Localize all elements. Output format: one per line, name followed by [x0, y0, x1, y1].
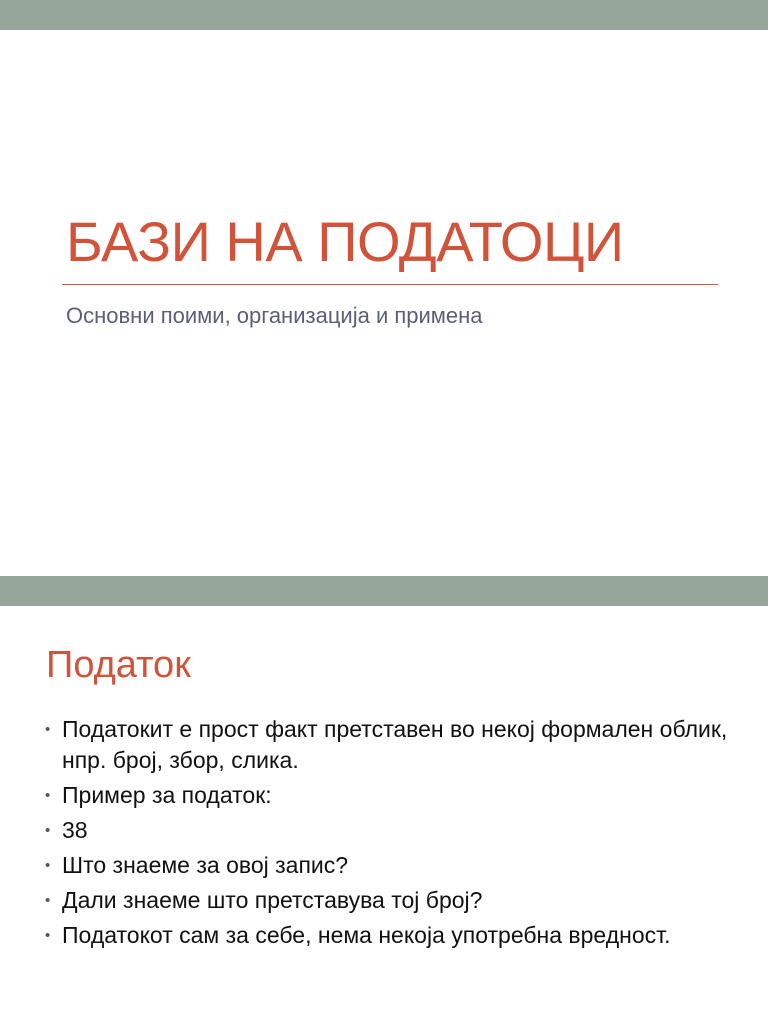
content-slide-title: Податок: [46, 644, 191, 686]
bullet-icon: •: [45, 787, 51, 804]
bullet-text: Пример за податок:: [62, 782, 272, 808]
bullet-text: Дали знаеме што претставува тој број?: [62, 887, 483, 913]
bullet-icon: •: [45, 857, 51, 874]
bullet-text: Што знаеме за овој запис?: [62, 852, 349, 878]
bullet-text: 38: [62, 817, 88, 843]
bullet-icon: •: [45, 927, 51, 944]
bullet-text: Податокот сам за себе, нема некоја употребна вредност.: [62, 922, 671, 948]
bullet-text: Податокит е прост факт претставен во некој формален облик, нпр. број, збор, слика.: [62, 716, 728, 773]
bullet-icon: •: [45, 721, 51, 738]
bullet-item: [44, 920, 734, 951]
bullet-icon: •: [45, 892, 51, 909]
top-color-band: [0, 0, 768, 30]
bullet-item: [44, 885, 734, 916]
slide-subtitle: Основни поими, организација и примена: [66, 303, 483, 328]
slide-divider-band: [0, 576, 768, 606]
bullet-icon: •: [45, 822, 51, 839]
bullet-item: [44, 850, 734, 881]
bullet-item: [44, 714, 734, 776]
bullet-item: [44, 780, 734, 811]
title-underline: [62, 284, 718, 285]
slide-title: БАЗИ НА ПОДАТОЦИ: [66, 210, 624, 273]
bullet-item: [44, 815, 734, 846]
bullet-list: [44, 714, 734, 955]
